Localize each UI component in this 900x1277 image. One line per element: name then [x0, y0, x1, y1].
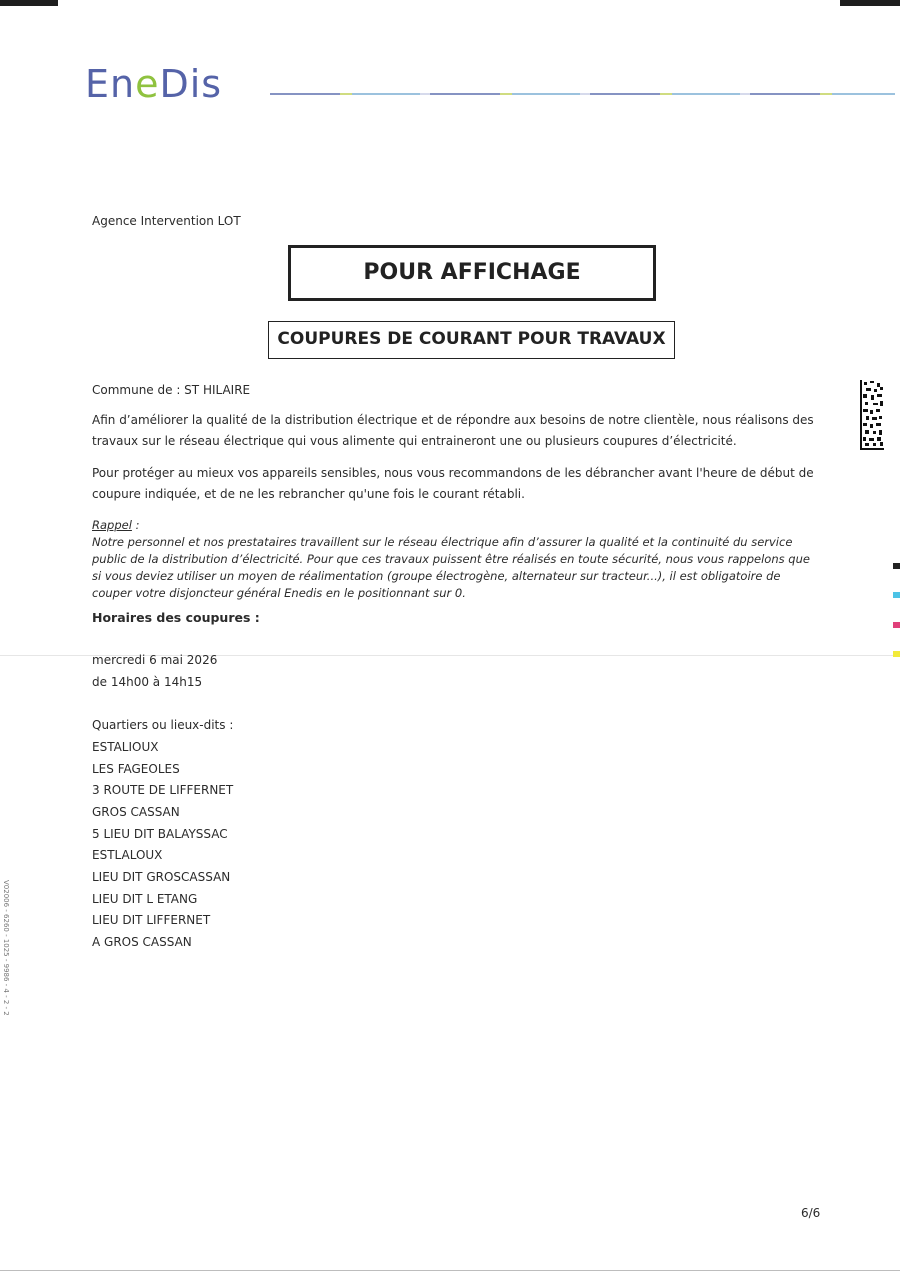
quartier-item: GROS CASSAN [92, 805, 180, 819]
coupure-date: mercredi 6 mai 2026 [92, 653, 218, 667]
enedis-logo [85, 62, 222, 106]
print-mark-yellow [893, 651, 900, 657]
rappel-suffix: : [131, 518, 140, 532]
quartier-item: A GROS CASSAN [92, 935, 192, 949]
quartier-item: LES FAGEOLES [92, 762, 180, 776]
logo-part-2: e [135, 62, 160, 106]
horaires-title: Horaires des coupures : [92, 610, 260, 625]
quartiers-title: Quartiers ou lieux-dits : [92, 718, 234, 732]
agency-label: Agence Intervention LOT [92, 214, 241, 228]
print-mark-black [893, 563, 900, 569]
rappel-heading [92, 517, 822, 534]
logo-part-1: En [85, 62, 136, 106]
quartier-item: ESTLALOUX [92, 848, 163, 862]
title-box [288, 245, 656, 301]
quartier-item: 5 LIEU DIT BALAYSSAC [92, 827, 228, 841]
page-bottom-rule [0, 1270, 900, 1271]
page-number: 6/6 [801, 1206, 821, 1220]
logo-rule [270, 93, 895, 95]
print-mark-magenta [893, 622, 900, 628]
title-text: POUR AFFICHAGE [363, 260, 581, 285]
datamatrix-code [860, 380, 884, 450]
coupure-time: de 14h00 à 14h15 [92, 675, 203, 689]
rappel-label: Rappel [92, 518, 132, 532]
advice-paragraph: Pour protéger au mieux vos appareils sensibles, nous vous recommandons de les débrancher avant l'heure de début de coupure indiquée, et de ne les rebrancher qu'une fois le courant rétabli. [92, 466, 814, 501]
quartier-item: ESTALIOUX [92, 740, 159, 754]
side-print-code: V02006 - 6260 - 1025 - 9986 - 4 - 2 - 2 [2, 880, 10, 1016]
quartier-item: LIEU DIT L ETANG [92, 892, 198, 906]
scan-corner-mark-right [840, 0, 900, 6]
rappel-text: Notre personnel et nos prestataires travaillent sur le réseau électrique afin d’assurer la qualité et la continuité du service public de la distribution d’électricité. Pour que ces travaux puissent être réalisés en toute sécurité, nous vous rappelons que si vous deviez utiliser un moyen de réalimentation (groupe électrogène, alternateur sur tracteur...), il est obligatoire de couper votre disjoncteur général Enedis en le positionnant sur 0. [92, 535, 810, 600]
quartier-item: 3 ROUTE DE LIFFERNET [92, 783, 234, 797]
quartier-item: LIEU DIT GROSCASSAN [92, 870, 231, 884]
commune-label: Commune de : ST HILAIRE [92, 383, 251, 397]
logo-part-3: Dis [159, 62, 223, 106]
scan-corner-mark-left [0, 0, 58, 6]
print-mark-cyan [893, 592, 900, 598]
quartier-item: LIEU DIT LIFFERNET [92, 913, 211, 927]
intro-paragraph: Afin d’améliorer la qualité de la distribution électrique et de répondre aux besoins de notre clientèle, nous réalisons des travaux sur le réseau électrique qui vous alimente qui entraineront une ou plusieurs coupures d’électricité. [92, 413, 814, 448]
subtitle-box [268, 321, 675, 359]
subtitle-text: COUPURES DE COURANT POUR TRAVAUX [277, 329, 666, 349]
